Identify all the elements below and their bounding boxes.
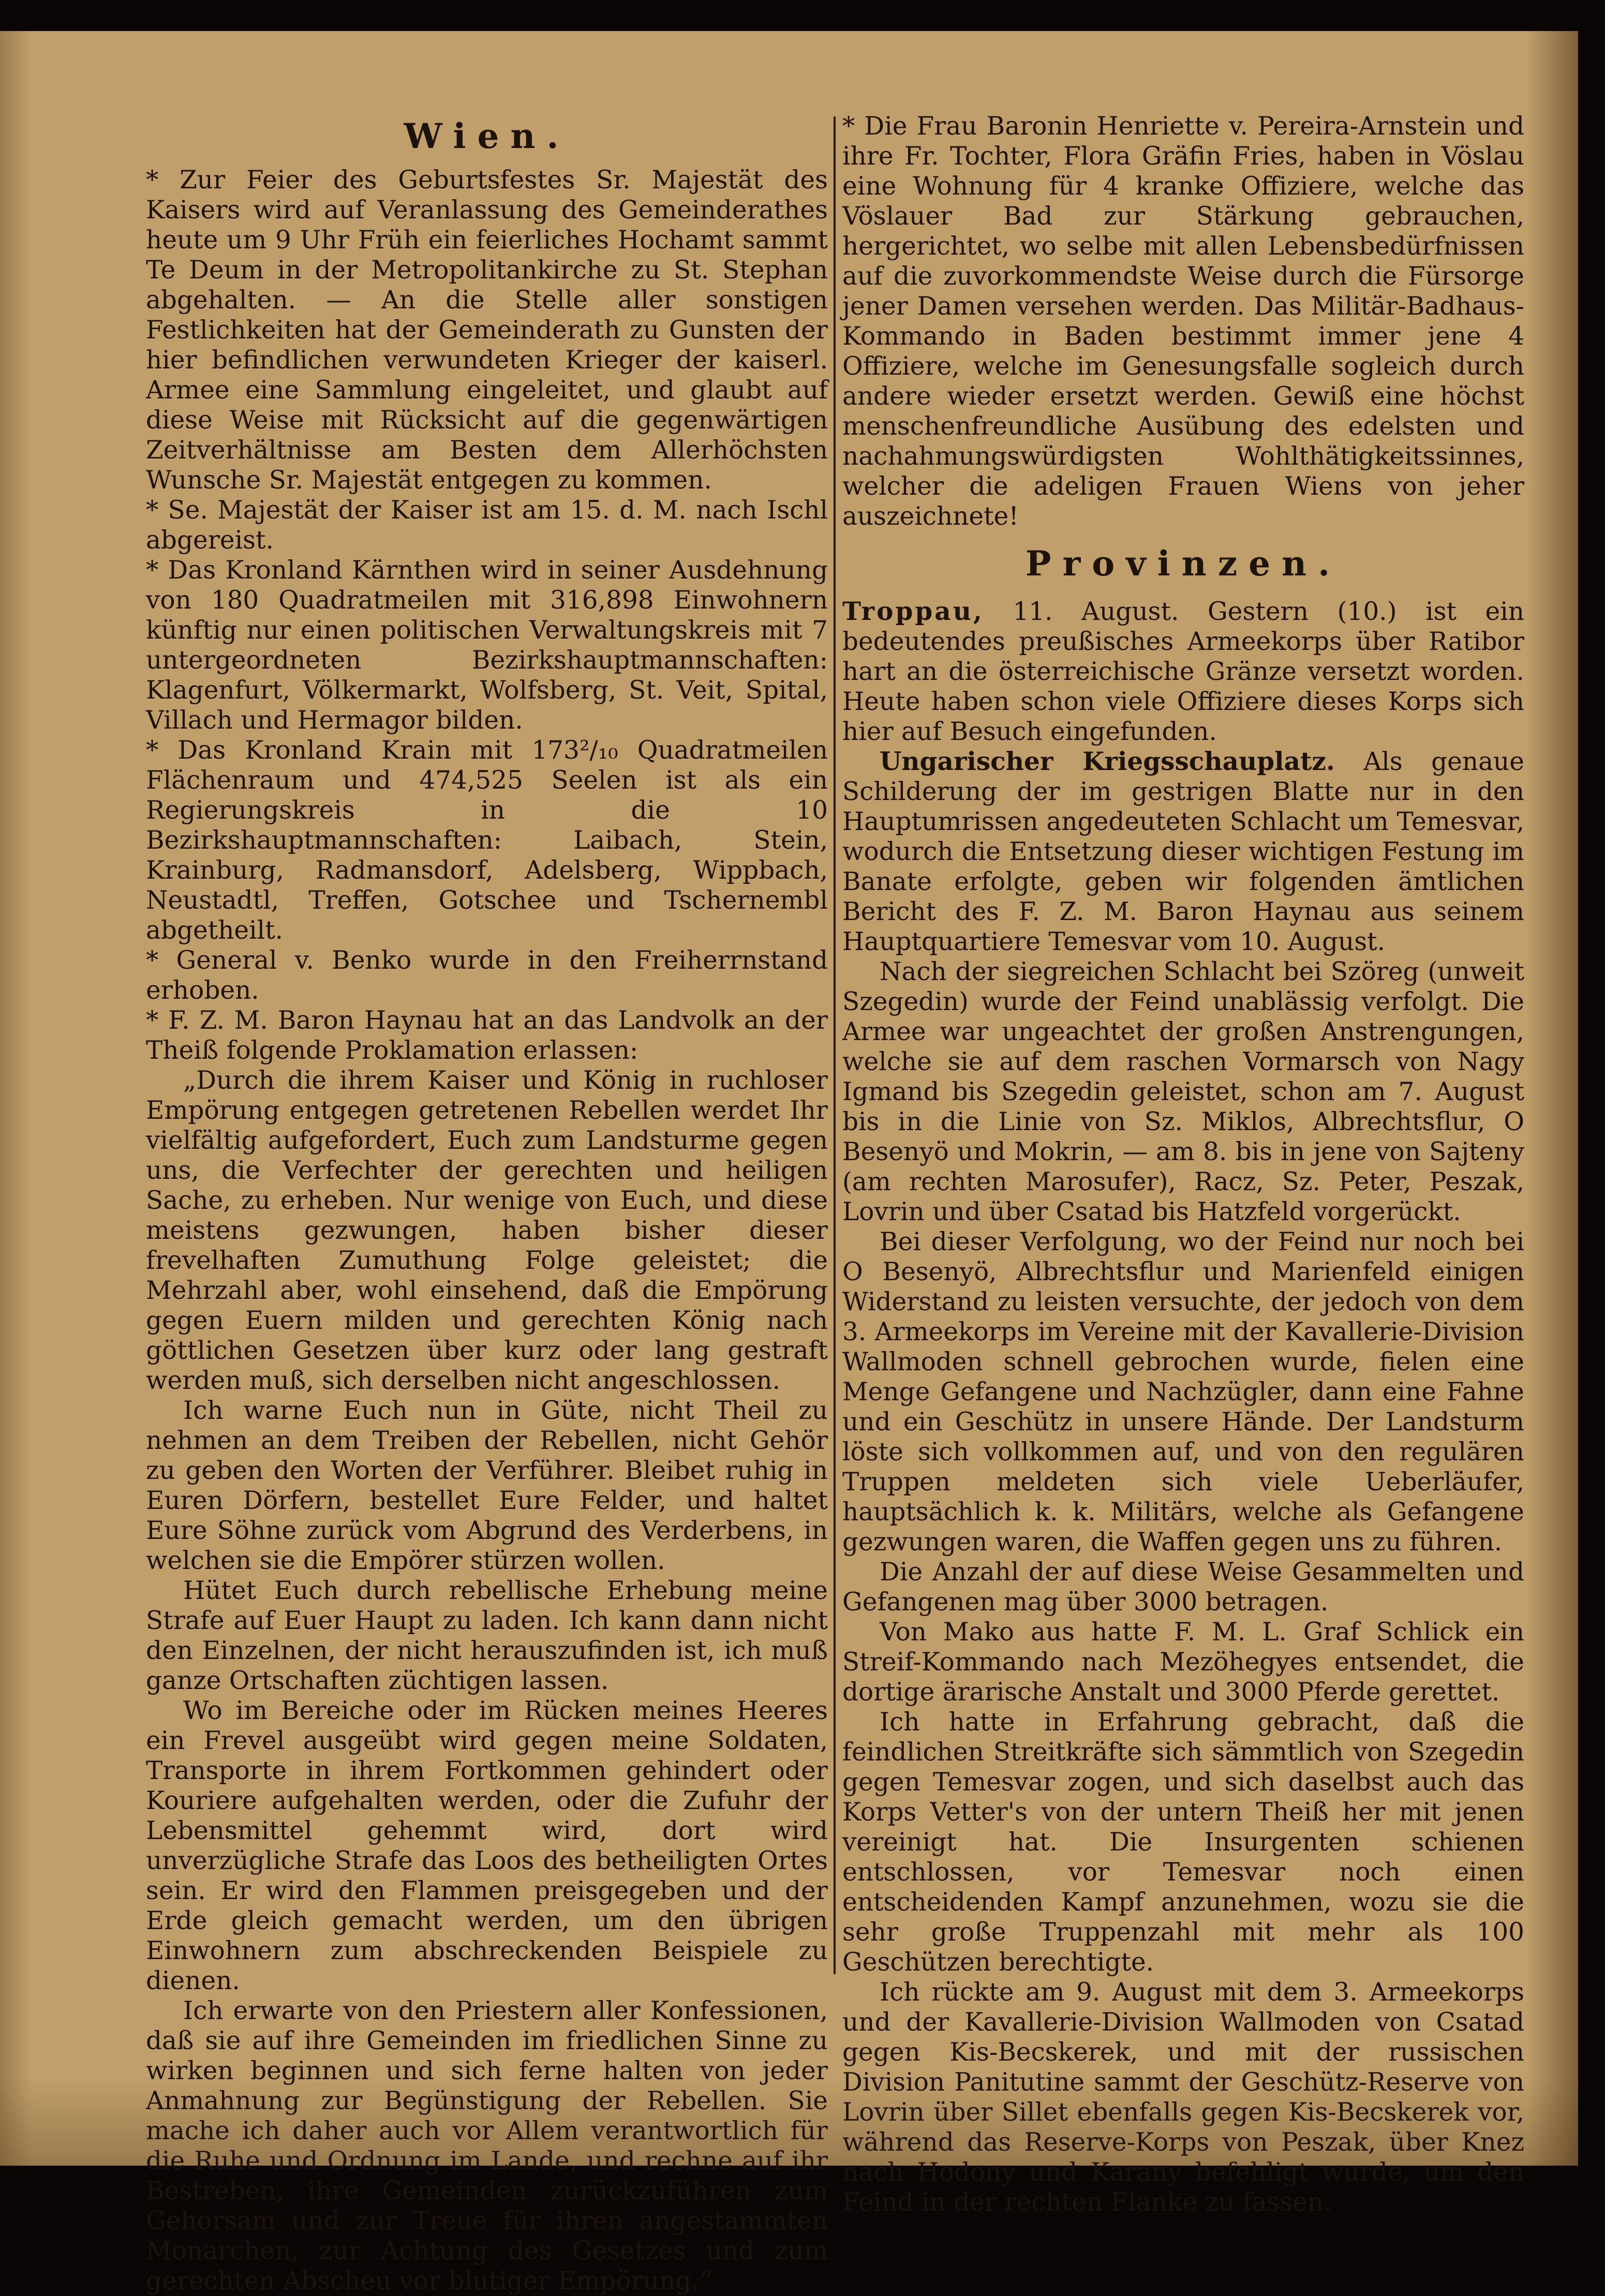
article-pereira-arnstein: * Die Frau Baronin Henriette v. Pereira-Arnstein und ihre Fr. Tochter, Flora Gräfin Fries, haben in Vöslau eine Wohnung für 4 kranke Offiziere, welche das Vöslauer Bad zur Stärkung gebrauchen, hergerichtet, wo selbe mit allen Lebensbedürfnissen auf die zuvorkommendste Weise durch die Fürsorge jener Damen versehen werden. Das Militär-Badhaus-Kommando in Baden bestimmt immer jene 4 Offiziere, welche im Genesungsfalle sogleich durch andere wieder ersetzt werden. Gewiß eine höchst menschenfreundliche Ausübung des edelsten und nachahmungswürdigsten Wohlthätigkeitssinnes, welcher die adeligen Frauen Wiens von jeher auszeichnete! [842, 112, 1524, 531]
dateline-troppau: Troppau, [842, 597, 984, 626]
column-divider [834, 116, 836, 1974]
proclamation-paragraph: Ich warne Euch nun in Güte, nicht Theil zu nehmen an dem Treiben der Rebellen, nicht Gehör zu geben den Worten der Verführer. Bleibet ruhig in Euren Dörfern, bestellet Eure Felder, und haltet Eure Söhne zurück vom Abgrund des Verderbens, in welchen sie die Empörer stürzen wollen. [146, 1396, 828, 1575]
article-benko: * General v. Benko wurde in den Freiherrnstand erhoben. [146, 946, 828, 1005]
proclamation-paragraph: Hütet Euch durch rebellische Erhebung meine Strafe auf Euer Haupt zu laden. Ich kann dann nicht den Einzelnen, der nicht herauszufinden ist, ich muß ganze Ortschaften züchtigen lassen. [146, 1576, 828, 1695]
report-paragraph: Von Mako aus hatte F. M. L. Graf Schlick ein Streif-Kommando nach Mezöhegyes entsendet, die dortige ärarische Anstalt und 3000 Pferde gerettet. [842, 1618, 1524, 1707]
troppau-text: 11. August. Gestern (10.) ist ein bedeutendes preußisches Armeekorps über Ratibor hart an die österreichische Gränze versetzt worden. Heute haben schon viele Offiziere dieses Korps sich hier auf Besuch eingefunden. [842, 597, 1524, 746]
article-kaiser-ischl: * Se. Majestät der Kaiser ist am 15. d. M. nach Ischl abgereist. [146, 496, 828, 555]
report-paragraph: Die Anzahl der auf diese Weise Gesammelten und Gefangenen mag über 3000 betragen. [842, 1558, 1524, 1617]
article-krain: * Das Kronland Krain mit 173²/₁₀ Quadratmeilen Flächenraum und 474,525 Seelen ist als ein Regierungskreis in die 10 Bezirkshauptmannschaften: Laibach, Stein, Krainburg, Radmansdorf, Adelsberg, Wippbach, Neustadtl, Treffen, Gotschee und Tschernembl abgetheilt. [146, 736, 828, 945]
proclamation-paragraph: „Durch die ihrem Kaiser und König in ruchloser Empörung entgegen getretenen Rebellen werdet Ihr vielfältig aufgefordert, Euch zum Landsturme gegen uns, die Verfechter der gerechten und heiligen Sache, zu erheben. Nur wenige von Euch, und diese meistens gezwungen, haben bisher dieser frevelhaften Zumuthung Folge geleistet; die Mehrzahl aber, wohl einsehend, daß die Empörung gegen Euern milden und gerechten König nach göttlichen Gesetzen über kurz oder lang gestraft werden muß, sich derselben nicht angeschlossen. [146, 1066, 828, 1395]
article-kriegsschauplatz [842, 747, 1524, 957]
section-lead-kriegsschauplatz: Ungarischer Kriegsschauplatz. [880, 747, 1335, 776]
report-paragraph: Ich rückte am 9. August mit dem 3. Armeekorps und der Kavallerie-Division Wallmoden von Csatad gegen Kis-Becskerek, und mit der russischen Division Panitutine sammt der Geschütz-Reserve von Lovrin über Sillet ebenfalls gegen Kis-Becskerek vor, während das Reserve-Korps von Peszak, über Knez nach Hodony und Karany befehligt wurde, um den Feind in der rechten Flanke zu fassen. [842, 1978, 1524, 2217]
article-geburtsfest: * Zur Feier des Geburtsfestes Sr. Majestät des Kaisers wird auf Veranlassung des Gemeinderathes heute um 9 Uhr Früh ein feierliches Hochamt sammt Te Deum in der Metropolitankirche zu St. Stephan abgehalten. — An die Stelle aller sonstigen Festlichkeiten hat der Gemeinderath zu Gunsten der hier befindlichen verwundeten Krieger der kaiserl. Armee eine Sammlung eingeleitet, und glaubt auf diese Weise mit Rücksicht auf die gegenwärtigen Zeitverhältnisse am Besten dem Allerhöchsten Wunsche Sr. Majestät entgegen zu kommen. [146, 166, 828, 495]
article-haynau-intro: * F. Z. M. Baron Haynau hat an das Landvolk an der Theiß folgende Proklamation erlassen: [146, 1006, 828, 1065]
heading-wien: Wien. [404, 116, 570, 156]
proclamation-paragraph: Wo im Bereiche oder im Rücken meines Heeres ein Frevel ausgeübt wird gegen meine Soldaten, Transporte in ihrem Fortkommen gehindert oder Kouriere aufgehalten werden, oder die Zufuhr der Lebensmittel gehemmt wird, dort wird unverzügliche Strafe das Loos des betheiligten Ortes sein. Er wird den Flammen preisgegeben und der Erde gleich gemacht werden, um den übrigen Einwohnern zum abschreckenden Beispiele zu dienen. [146, 1696, 828, 1995]
right-column [842, 111, 1524, 2217]
report-paragraph: Ich hatte in Erfahrung gebracht, daß die feindlichen Streitkräfte sich sämmtlich von Szegedin gegen Temesvar zogen, und sich daselbst auch das Korps Vetter's von der untern Theiß her mit jenen vereinigt hat. Die Insurgenten schienen entschlossen, vor Temesvar noch einen entscheidenden Kampf anzunehmen, wozu sie die sehr große Truppenzahl mit mehr als 100 Geschützen berechtigte. [842, 1708, 1524, 1977]
kriegsschauplatz-text: Als genaue Schilderung der im gestrigen Blatte nur in den Hauptumrissen angedeuteten Schlacht um Temesvar, wodurch die Entsetzung dieser wichtigen Festung im Banate erfolgte, geben wir folgenden ämtlichen Bericht des F. Z. M. Baron Haynau aus seinem Hauptquartiere Temesvar vom 10. August. [842, 747, 1524, 956]
heading-provinzen: Provinzen. [1025, 543, 1342, 584]
report-paragraph: Bei dieser Verfolgung, wo der Feind nur noch bei O Besenyö, Albrechtsflur und Marienfeld einigen Widerstand zu leisten versuchte, der jedoch von dem 3. Armeekorps im Vereine mit der Kavallerie-Division Wallmoden schnell gebrochen wurde, fielen eine Menge Gefangene und Nachzügler, dann eine Fahne und ein Geschütz in unsere Hände. Der Landsturm löste sich vollkommen auf, und von den regulären Truppen meldeten sich viele Ueberläufer, hauptsächlich k. k. Militärs, welche als Gefangene gezwungen waren, die Waffen gegen uns zu führen. [842, 1227, 1524, 1557]
article-troppau [842, 597, 1524, 747]
left-column [146, 111, 828, 2296]
proclamation-paragraph: Ich erwarte von den Priestern aller Konfessionen, daß sie auf ihre Gemeinden im friedlichen Sinne zu wirken beginnen und sich ferne halten von jeder Anmahnung zur Begünstigung der Rebellen. Sie mache ich daher auch vor Allem verantwortlich für die Ruhe und Ordnung im Lande, und rechne auf ihr Bestreben, ihre Gemeinden zurückzuführen zum Gehorsam und zur Treue für ihren angestammten Monarchen, zur Achtung des Gesetzes und zum gerechten Abscheu vor blutiger Empörung.“ [146, 1996, 828, 2295]
article-kaernthen: * Das Kronland Kärnthen wird in seiner Ausdehnung von 180 Quadratmeilen mit 316,898 Einwohnern künftig nur einen politischen Verwaltungskreis mit 7 untergeordneten Bezirkshauptmannschaften: Klagenfurt, Völkermarkt, Wolfsberg, St. Veit, Spital, Villach und Hermagor bilden. [146, 556, 828, 735]
report-paragraph: Nach der siegreichen Schlacht bei Szöreg (unweit Szegedin) wurde der Feind unablässig verfolgt. Die Armee war ungeachtet der großen Anstrengungen, welche sie auf dem raschen Vormarsch von Nagy Igmand bis Szegedin geleistet, schon am 7. August bis in die Linie von Sz. Miklos, Albrechtsflur, O Besenyö und Mokrin, — am 8. bis in jene von Sajteny (am rechten Marosufer), Racz, Sz. Peter, Peszak, Lovrin und über Csatad bis Hatzfeld vorgerückt. [842, 957, 1524, 1226]
